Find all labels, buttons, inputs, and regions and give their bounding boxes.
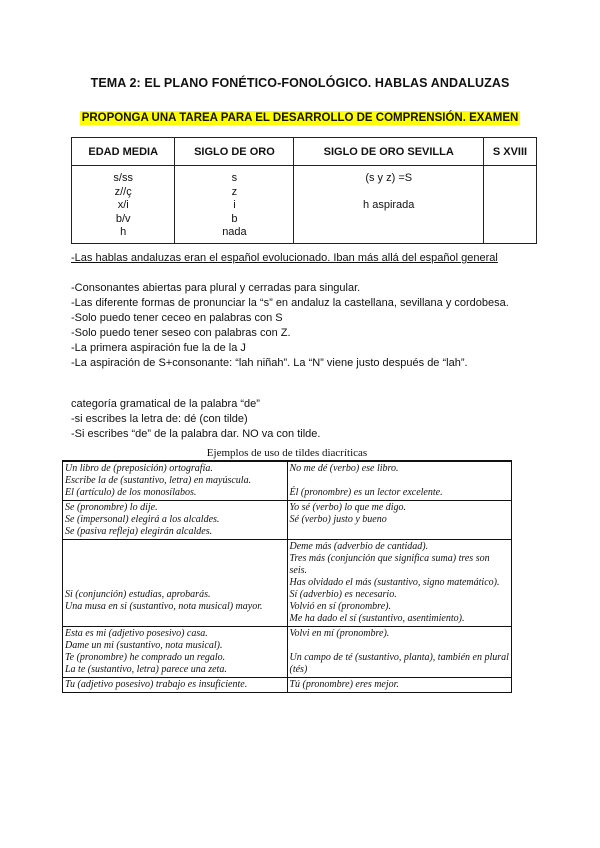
phonetics-table — [71, 137, 537, 244]
example-cell-right — [287, 678, 512, 693]
list-item: -La primera aspiración fue la de la J — [71, 342, 246, 354]
cell-value: b/v — [115, 212, 131, 225]
example-line — [290, 640, 510, 652]
example-line: Te (pronombre) he comprado un regalo. — [65, 652, 226, 663]
example-line: Volvió en sí (pronombre). — [289, 601, 391, 612]
example-line: Una musa en si (sustantivo, nota musical) mayor. — [65, 601, 263, 612]
cell-value: h aspirada — [363, 199, 415, 211]
example-line: La te (sustantivo, letra) parece una zeta. — [65, 664, 227, 675]
table-header-row — [72, 138, 537, 166]
list-item: -La aspiración de S+consonante: “lah niñah”. La “N” viene justo después de “lah”. — [71, 357, 468, 369]
cell-value: nada — [222, 226, 247, 238]
table-row — [63, 462, 512, 501]
cell-value: z//ç — [114, 185, 132, 198]
header-siglo-de-oro: SIGLO DE ORO — [175, 138, 294, 166]
example-line: Volvi en mí (pronombre). — [289, 628, 390, 639]
list-item: -Las diferente formas de pronunciar la “s” en andaluz la castellana, sevillana y cordobesa. — [71, 297, 509, 309]
example-cell-left — [63, 462, 288, 501]
examples-table — [62, 461, 512, 693]
example-line: Tres más (conjunción que significa suma) tres son seis. — [289, 553, 490, 576]
example-cell-left — [63, 627, 288, 678]
cell-siglo-de-oro — [175, 166, 294, 244]
example-cell-right — [287, 627, 512, 678]
list-item: -si escribes la letra de: dé (con tilde) — [71, 413, 248, 425]
table-row — [63, 627, 512, 678]
cell-value: i — [233, 199, 236, 211]
example-line: Esta es mi (adjetivo posesivo) casa. — [65, 628, 208, 639]
cell-value: s — [231, 172, 238, 184]
example-line: Sí (adverbio) es necesario. — [289, 589, 397, 600]
example-line: Sé (verbo) justo y bueno — [289, 514, 387, 525]
underlined-note: -Las hablas andaluzas eran el español evolucionado. Iban más allá del español general — [71, 252, 498, 264]
example-line: Yo sé (verbo) lo que me digo. — [289, 502, 407, 513]
subtitle-highlighted: PROPONGA UNA TAREA PARA EL DESARROLLO DE COMPRENSIÓN. EXAMEN — [81, 112, 519, 124]
example-line: Él (pronombre) es un lector excelente. — [289, 487, 443, 498]
header-siglo-de-oro-sevilla: SIGLO DE ORO SEVILLA — [294, 138, 484, 166]
bullet-list — [71, 281, 509, 371]
example-line: Si (conjunción) estudias, aprobarás. — [65, 589, 211, 600]
table-row — [72, 166, 537, 244]
example-line: Deme más (adverbio de cantidad). — [289, 541, 429, 552]
table-row — [63, 540, 512, 627]
example-line: Un libro de (preposición) ortografía. — [65, 463, 213, 474]
table-row — [63, 678, 512, 693]
example-line: Se (pasiva refleja) elegirán alcaldes. — [65, 526, 213, 537]
example-line: Me ha dado el sí (sustantivo, asentimiento). — [289, 613, 465, 624]
example-line: Un campo de té (sustantivo, planta), también en plural (tés) — [289, 652, 509, 675]
example-cell-right — [287, 462, 512, 501]
example-line: Dame un mi (sustantivo, nota musical). — [65, 640, 223, 651]
example-line: Escribe la de (sustantivo, letra) en mayúscula. — [65, 475, 252, 486]
example-line: Tu (adjetivo posesivo) trabajo es insuficiente. — [65, 679, 248, 690]
grammar-notes — [71, 397, 320, 442]
example-line: Has olvidado el más (sustantivo, signo matemático). — [289, 577, 500, 588]
header-s-xviii: S XVIII — [483, 138, 536, 166]
cell-value: s/ss — [113, 172, 133, 184]
cell-edad-media — [72, 166, 175, 244]
example-line: Se (pronombre) lo dije. — [65, 502, 158, 513]
cell-value: (s y z) =S — [365, 172, 413, 184]
cell-spacer — [65, 541, 285, 589]
example-cell-left — [63, 501, 288, 540]
header-edad-media: EDAD MEDIA — [72, 138, 175, 166]
cell-value: h — [120, 226, 127, 238]
cell-spacer — [295, 186, 482, 200]
example-cell-left — [63, 678, 288, 693]
cell-siglo-de-oro-sevilla — [294, 166, 484, 244]
cell-value: z — [231, 185, 238, 198]
example-cell-left — [63, 540, 288, 627]
cell-value: x/i — [117, 199, 129, 211]
list-item: -Si escribes “de” de la palabra dar. NO va con tilde. — [71, 428, 321, 440]
diacritics-examples — [62, 447, 512, 693]
example-line — [290, 475, 510, 487]
example-line: Tú (pronombre) eres mejor. — [289, 679, 399, 690]
example-cell-right — [287, 540, 512, 627]
page-title: TEMA 2: EL PLANO FONÉTICO-FONOLÓGICO. HABLAS ANDALUZAS — [90, 76, 510, 90]
list-item: -Solo puedo tener ceceo en palabras con S — [71, 312, 283, 324]
example-line: Se (impersonal) elegirá a los alcaldes. — [65, 514, 220, 525]
subtitle-wrap — [0, 108, 600, 126]
list-item: categoría gramatical de la palabra “de” — [71, 398, 260, 410]
examples-caption: Ejemplos de uso de tildes diacríticas — [62, 447, 512, 461]
list-item: -Consonantes abiertas para plural y cerradas para singular. — [71, 282, 361, 294]
cell-s-xviii — [483, 166, 536, 244]
list-item: -Solo puedo tener seseo con palabras con Z. — [71, 327, 291, 339]
cell-value: b — [231, 212, 238, 225]
example-cell-right — [287, 501, 512, 540]
example-line: El (artículo) de los monosílabos. — [65, 487, 197, 498]
example-line: No me dé (verbo) ese libro. — [289, 463, 399, 474]
table-row — [63, 501, 512, 540]
